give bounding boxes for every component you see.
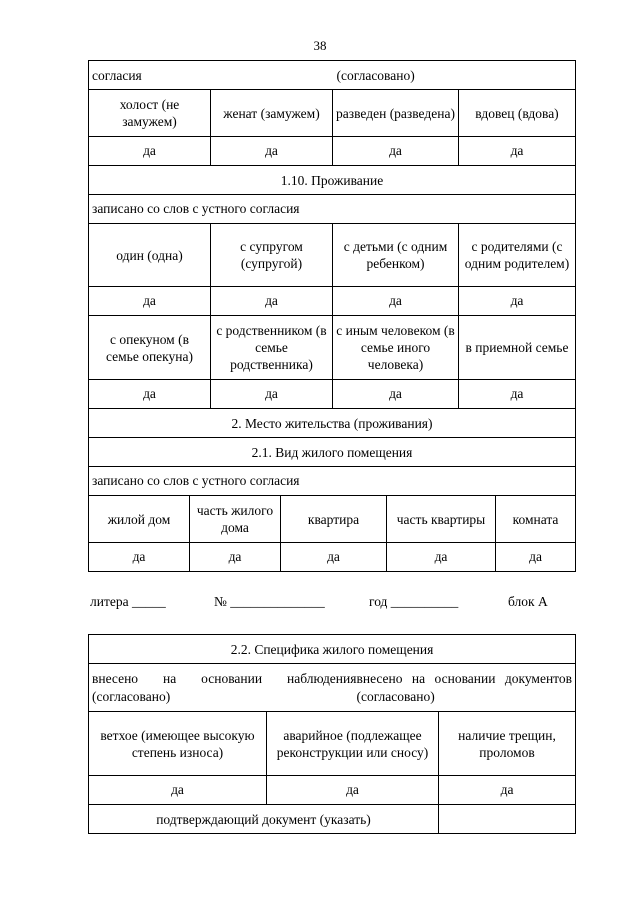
yes-label: да <box>228 549 242 564</box>
basis-observation-label: внесено на основании наблюдения (согласовано) <box>92 671 357 704</box>
basis-row <box>89 664 576 712</box>
section-place-heading: 2. Место жительства (проживания) <box>89 409 576 438</box>
block-label: блок А <box>508 594 548 609</box>
marital-widowed: вдовец (вдова) <box>459 90 576 137</box>
yes-label: да <box>389 293 402 308</box>
section-type-heading: 2.1. Вид жилого помещения <box>89 438 576 467</box>
year-field[interactable]: год __________ <box>369 594 459 609</box>
housing-specifics-table <box>88 634 576 834</box>
yes-label: да <box>132 549 146 564</box>
yes-label: да <box>143 293 156 308</box>
living-parents: с родителями (с одним родителем) <box>459 224 576 287</box>
living-foster: в приемной семье <box>459 316 576 380</box>
checkbox-cell[interactable] <box>89 287 211 316</box>
number-field[interactable]: № ______________ <box>214 594 325 609</box>
living-guardian: с опекуном (в семье опекуна) <box>89 316 211 380</box>
condition-dilapidated: ветхое (имеющее высокую степень износа) <box>89 712 267 776</box>
checkbox-cell[interactable] <box>459 287 576 316</box>
checkbox-cell[interactable] <box>89 137 211 166</box>
checkbox-cell[interactable] <box>89 776 267 805</box>
checkbox-cell[interactable] <box>459 137 576 166</box>
housing-part-apartment: часть квартиры <box>387 496 496 543</box>
checkbox-cell[interactable] <box>333 380 459 409</box>
yes-label: да <box>389 143 402 158</box>
living-alone: один (одна) <box>89 224 211 287</box>
recorded-oral-label: записано со слов с устного согласия <box>92 201 300 216</box>
recorded-oral-row[interactable] <box>89 467 576 496</box>
checkbox-cell[interactable] <box>89 543 190 572</box>
checkbox-cell[interactable] <box>190 543 281 572</box>
yes-label: да <box>389 386 402 401</box>
yes-label: да <box>171 782 184 797</box>
living-relative: с родственником (в семье родственника) <box>211 316 333 380</box>
housing-part-house: часть жилого дома <box>190 496 281 543</box>
confirming-doc-label: подтверждающий документ (указать) <box>89 805 439 834</box>
litera-field[interactable]: литера _____ <box>90 594 166 609</box>
checkbox-cell[interactable] <box>387 543 496 572</box>
checkbox-cell[interactable] <box>267 776 439 805</box>
basis-documents[interactable] <box>356 670 572 705</box>
living-children: с детьми (с одним ребенком) <box>333 224 459 287</box>
page-number: 38 <box>313 38 327 53</box>
checkbox-cell[interactable] <box>333 137 459 166</box>
yes-label: да <box>143 143 156 158</box>
section-residence-heading: 1.10. Проживание <box>89 166 576 195</box>
checkbox-cell[interactable] <box>211 380 333 409</box>
yes-label: да <box>143 386 156 401</box>
checkbox-cell[interactable] <box>211 287 333 316</box>
consent-left-text: согласия <box>92 67 142 83</box>
yes-label: да <box>327 549 340 564</box>
basis-documents-label: внесено на основании документов (согласовано) <box>356 671 573 704</box>
basis-observation[interactable] <box>92 670 356 705</box>
housing-room: комната <box>496 496 576 543</box>
housing-house: жилой дом <box>89 496 190 543</box>
checkbox-cell[interactable] <box>439 776 576 805</box>
yes-label: да <box>529 549 542 564</box>
yes-label: да <box>500 782 514 797</box>
living-spouse: с супругом (супругой) <box>211 224 333 287</box>
yes-label: да <box>510 293 524 308</box>
condition-emergency: аварийное (подлежащее реконструкции или сносу) <box>267 712 439 776</box>
yes-label: да <box>510 386 524 401</box>
condition-cracks: наличие трещин, проломов <box>439 712 576 776</box>
marital-married: женат (замужем) <box>211 90 333 137</box>
specifics-title: 2.2. Специфика жилого помещения <box>89 635 576 664</box>
consent-right-text: (согласовано) <box>336 67 415 83</box>
housing-type-table <box>88 466 576 572</box>
yes-label: да <box>265 143 278 158</box>
checkbox-cell[interactable] <box>211 137 333 166</box>
checkbox-cell[interactable] <box>333 287 459 316</box>
marital-divorced: разведен (разведена) <box>333 90 459 137</box>
address-line <box>88 594 575 614</box>
housing-apartment: квартира <box>281 496 387 543</box>
marital-residence-table <box>88 60 576 467</box>
recorded-oral-row[interactable] <box>89 195 576 224</box>
yes-label: да <box>510 143 524 158</box>
checkbox-cell[interactable] <box>459 380 576 409</box>
living-other: с иным человеком (в семье иного человека) <box>333 316 459 380</box>
confirming-doc-input[interactable] <box>439 805 576 834</box>
consent-row <box>89 61 576 90</box>
yes-label: да <box>265 386 278 401</box>
yes-label: да <box>434 549 448 564</box>
checkbox-cell[interactable] <box>281 543 387 572</box>
checkbox-cell[interactable] <box>496 543 576 572</box>
marital-single: холост (не замужем) <box>89 90 211 137</box>
yes-label: да <box>346 782 359 797</box>
checkbox-cell[interactable] <box>89 380 211 409</box>
yes-label: да <box>265 293 278 308</box>
recorded-oral-label: записано со слов с устного согласия <box>92 473 300 488</box>
